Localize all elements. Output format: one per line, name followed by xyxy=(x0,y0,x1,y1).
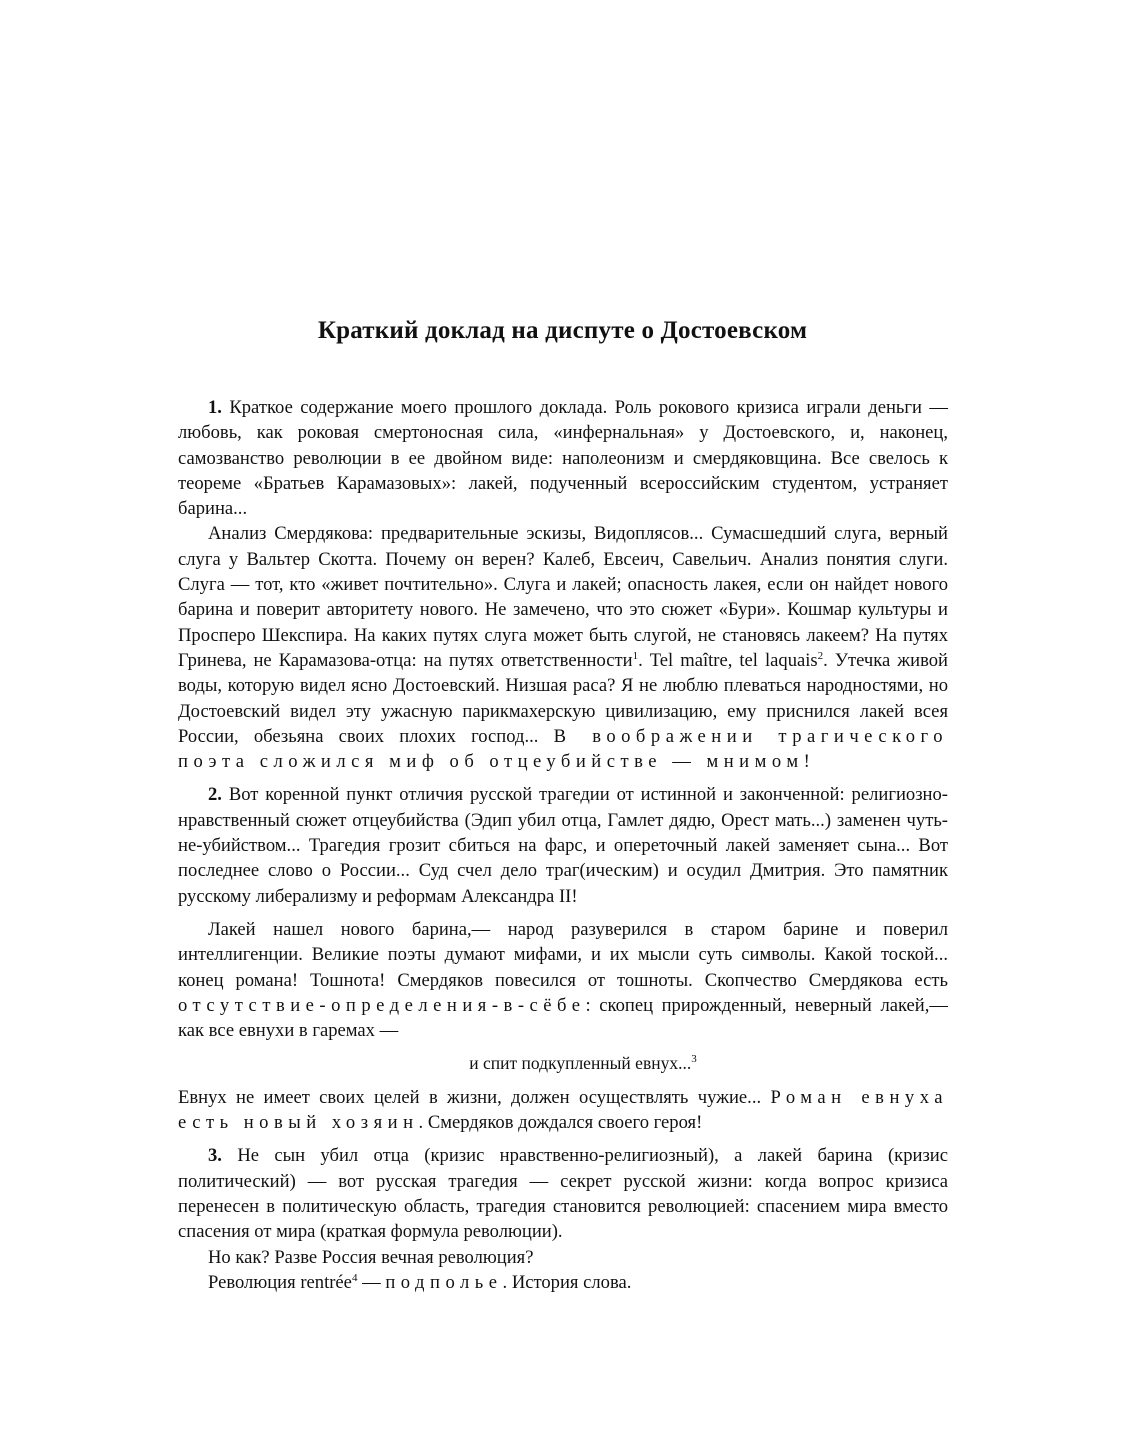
paragraph-1-text: Краткое содержание моего прошлого доклада. Роль рокового кризиса играли деньги — любовь, как роковая смертоносная сила, «инфернальная» у Достоевского, и, наконец, самозванство революции в ее двойном виде: наполеонизм и смердяковщина. Все свелось к теореме «Братьев Карамазовых»: лакей, подученный всероссийским студентом, устраняет барина... xyxy=(178,397,948,520)
section-number-3: 3. xyxy=(208,1145,222,1167)
paragraph-5 xyxy=(178,1085,948,1136)
document-body xyxy=(178,395,948,1295)
paragraph-4-text-a: Лакей нашел нового барина,— народ разуверился в старом барине и поверил интеллигенции. Великие поэты думают мифами, и их мысли суть символы. Какой тоской... конец романа! Тошнота! Смердяков повесился от тошноты. Скопчество Смердякова есть xyxy=(178,918,948,991)
paragraph-4 xyxy=(178,917,948,1043)
paragraph-2-text-b: . Tel maître, tel laquais xyxy=(638,649,818,671)
verse-quote xyxy=(218,1051,948,1076)
verse-text: и спит подкупленный евнух... xyxy=(469,1053,692,1074)
paragraph-7-text: Но как? Разве Россия вечная революция? xyxy=(208,1246,534,1268)
footnote-ref-1: 1 xyxy=(632,649,639,662)
paragraph-8 xyxy=(178,1270,948,1295)
paragraph-6-text: Не сын убил отца (кризис нравственно-религиозный), а лакей барина (кризис политический) — вот русская трагедия — секрет русской жизни: когда вопрос кризиса перенесен в политическую область, трагедия становится революцией: спасением мира вместо спасения от мира (краткая формула революции). xyxy=(178,1145,948,1243)
paragraph-3 xyxy=(178,782,948,908)
spaced-emphasis-underground: подполье xyxy=(385,1271,503,1293)
paragraph-5-text-b: . Смердяков дождался своего героя! xyxy=(418,1112,703,1134)
paragraph-8-text-b: — xyxy=(357,1271,386,1293)
paragraph-2-text-a: Анализ Смердякова: предварительные эскизы, Видоплясов... Сумасшедший слуга, верный слуга у Вальтер Скотта. Почему он верен? Калеб, Евсеич, Савельич. Анализ понятия слуги. Слуга — тот, кто «живет почтительно». Слуга и лакей; опасность лакея, если он найдет нового барина и поверит авторитету нового. Не замечено, что это сюжет «Бури». Кошмар культуры и Просперо Шекспира. На каких путях слуга может быть слугой, не становясь лакеем? На путях Гринева, не Карамазова-отца: на путях ответственности xyxy=(178,523,948,671)
paragraph-3-text: Вот коренной пункт отличия русской трагедии от истинной и законченной: религиозно-нравственный сюжет отцеубийства (Эдип убил отца, Гамлет дядю, Орест мать...) заменен чуть-не-убийством... Трагедия грозит сбиться на фарс, и опереточный лакей заменяет сына... Вот последнее слово о России... Суд счел дело траг(ическим) и осудил Дмитрия. Это памятник русскому либерализму и реформам Александра II! xyxy=(178,784,948,907)
paragraph-1 xyxy=(178,395,948,521)
paragraph-4-text-b: : скопец прирожденный, неверный лакей,— как все евнухи в гаремах — xyxy=(178,994,948,1042)
paragraph-8-text-c: . История слова. xyxy=(502,1271,632,1293)
spaced-emphasis-eunuch: Роман евнуха есть новый хозяин xyxy=(178,1086,948,1134)
footnote-ref-3: 3 xyxy=(691,1053,697,1066)
section-number-1: 1. xyxy=(208,397,222,418)
page-title: Краткий доклад на диспуте о Достоевском xyxy=(317,317,808,344)
spaced-emphasis-absence: отсутствие-определения-в-сёбе xyxy=(178,994,586,1016)
section-number-2: 2. xyxy=(208,784,222,806)
paragraph-7 xyxy=(178,1245,948,1270)
paragraph-8-text-a: Революция rentrée xyxy=(208,1271,352,1293)
paragraph-6 xyxy=(178,1143,948,1244)
paragraph-5-text-a: Евнух не имеет своих целей в жизни, должен осуществлять чужие... xyxy=(178,1086,771,1108)
paragraph-2-text-c: . Утечка живой воды, которую видел ясно Достоевский. Низшая раса? Я не люблю плеваться народностями, но Достоевский видел эту ужасную парикмахерскую цивилизацию, ему приснился лакей всея России, обезьяна своих плохих господ... xyxy=(178,649,948,747)
paragraph-2 xyxy=(178,521,948,774)
footnote-ref-4: 4 xyxy=(351,1271,358,1284)
spaced-emphasis-myth: В воображении трагического поэта сложился миф об отцеубийстве — мнимом! xyxy=(178,725,948,773)
footnote-ref-2: 2 xyxy=(817,649,824,662)
